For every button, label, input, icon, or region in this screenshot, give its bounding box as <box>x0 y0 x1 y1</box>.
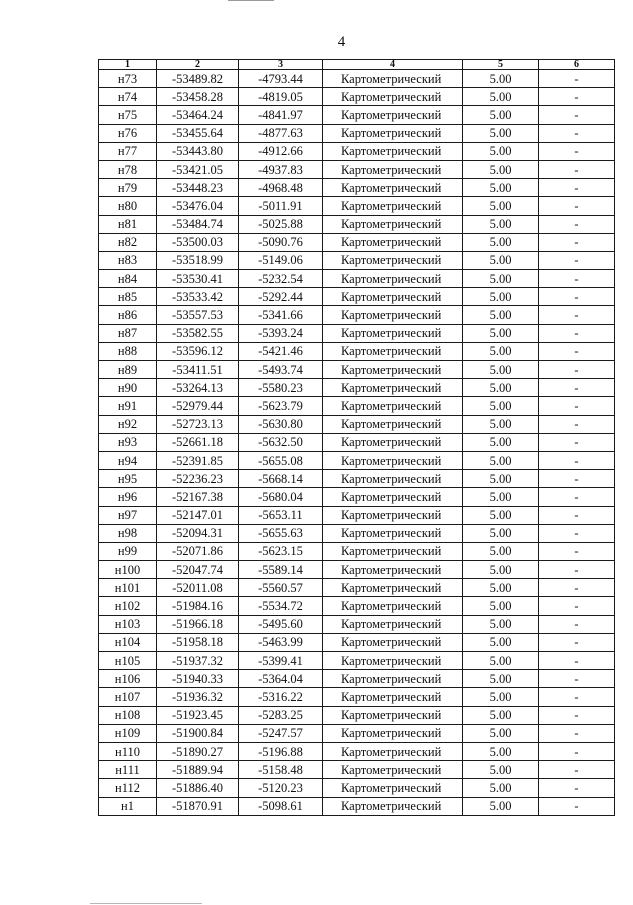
note-cell: - <box>539 70 615 88</box>
accuracy-cell: 5.00 <box>463 797 539 815</box>
accuracy-cell: 5.00 <box>463 524 539 542</box>
point-id-cell: н97 <box>99 506 157 524</box>
accuracy-cell: 5.00 <box>463 179 539 197</box>
point-id-cell: н109 <box>99 724 157 742</box>
accuracy-cell: 5.00 <box>463 470 539 488</box>
note-cell: - <box>539 470 615 488</box>
accuracy-cell: 5.00 <box>463 106 539 124</box>
note-cell: - <box>539 597 615 615</box>
x-coordinate-cell: -53476.04 <box>157 197 239 215</box>
accuracy-cell: 5.00 <box>463 70 539 88</box>
y-coordinate-cell: -5655.63 <box>239 524 323 542</box>
note-cell: - <box>539 160 615 178</box>
accuracy-cell: 5.00 <box>463 251 539 269</box>
point-id-cell: н102 <box>99 597 157 615</box>
table-row <box>99 470 615 488</box>
table-row <box>99 433 615 451</box>
page-number: 4 <box>337 34 346 50</box>
x-coordinate-cell: -52167.38 <box>157 488 239 506</box>
accuracy-cell: 5.00 <box>463 506 539 524</box>
method-cell: Картометрический <box>323 251 463 269</box>
point-id-cell: н76 <box>99 124 157 142</box>
table-row <box>99 524 615 542</box>
table-row <box>99 542 615 560</box>
y-coordinate-cell: -5149.06 <box>239 251 323 269</box>
point-id-cell: н89 <box>99 361 157 379</box>
x-coordinate-cell: -52723.13 <box>157 415 239 433</box>
table-row <box>99 306 615 324</box>
y-coordinate-cell: -5623.79 <box>239 397 323 415</box>
x-coordinate-cell: -53533.42 <box>157 288 239 306</box>
point-id-cell: н98 <box>99 524 157 542</box>
x-coordinate-cell: -53411.51 <box>157 361 239 379</box>
method-cell: Картометрический <box>323 706 463 724</box>
point-id-cell: н108 <box>99 706 157 724</box>
accuracy-cell: 5.00 <box>463 742 539 760</box>
y-coordinate-cell: -5668.14 <box>239 470 323 488</box>
table-row <box>99 106 615 124</box>
accuracy-cell: 5.00 <box>463 415 539 433</box>
x-coordinate-cell: -53530.41 <box>157 270 239 288</box>
table-row <box>99 688 615 706</box>
point-id-cell: н100 <box>99 561 157 579</box>
table-header-row <box>99 60 615 70</box>
y-coordinate-cell: -5560.57 <box>239 579 323 597</box>
column-header-x: 2 <box>157 60 239 70</box>
accuracy-cell: 5.00 <box>463 688 539 706</box>
method-cell: Картометрический <box>323 70 463 88</box>
accuracy-cell: 5.00 <box>463 706 539 724</box>
note-cell: - <box>539 633 615 651</box>
table-row <box>99 761 615 779</box>
point-id-cell: н105 <box>99 652 157 670</box>
method-cell: Картометрический <box>323 779 463 797</box>
point-id-cell: н86 <box>99 306 157 324</box>
note-cell: - <box>539 779 615 797</box>
x-coordinate-cell: -52979.44 <box>157 397 239 415</box>
x-coordinate-cell: -52391.85 <box>157 451 239 469</box>
point-id-cell: н111 <box>99 761 157 779</box>
point-id-cell: н85 <box>99 288 157 306</box>
method-cell: Картометрический <box>323 451 463 469</box>
method-cell: Картометрический <box>323 688 463 706</box>
column-header-point: 1 <box>99 60 157 70</box>
point-id-cell: н94 <box>99 451 157 469</box>
point-id-cell: н81 <box>99 215 157 233</box>
point-id-cell: н104 <box>99 633 157 651</box>
point-id-cell: н79 <box>99 179 157 197</box>
table-row <box>99 797 615 815</box>
table-row <box>99 142 615 160</box>
method-cell: Картометрический <box>323 597 463 615</box>
table-row <box>99 633 615 651</box>
x-coordinate-cell: -51889.94 <box>157 761 239 779</box>
note-cell: - <box>539 361 615 379</box>
note-cell: - <box>539 342 615 360</box>
y-coordinate-cell: -5623.15 <box>239 542 323 560</box>
y-coordinate-cell: -5463.99 <box>239 633 323 651</box>
note-cell: - <box>539 215 615 233</box>
table-row <box>99 361 615 379</box>
x-coordinate-cell: -51890.27 <box>157 742 239 760</box>
y-coordinate-cell: -5283.25 <box>239 706 323 724</box>
method-cell: Картометрический <box>323 160 463 178</box>
column-header-y: 3 <box>239 60 323 70</box>
y-coordinate-cell: -4793.44 <box>239 70 323 88</box>
note-cell: - <box>539 724 615 742</box>
x-coordinate-cell: -52011.08 <box>157 579 239 597</box>
x-coordinate-cell: -53518.99 <box>157 251 239 269</box>
accuracy-cell: 5.00 <box>463 397 539 415</box>
table-row <box>99 724 615 742</box>
table-row <box>99 197 615 215</box>
accuracy-cell: 5.00 <box>463 597 539 615</box>
y-coordinate-cell: -5493.74 <box>239 361 323 379</box>
x-coordinate-cell: -51966.18 <box>157 615 239 633</box>
method-cell: Картометрический <box>323 742 463 760</box>
accuracy-cell: 5.00 <box>463 488 539 506</box>
table-row <box>99 251 615 269</box>
accuracy-cell: 5.00 <box>463 270 539 288</box>
note-cell: - <box>539 433 615 451</box>
x-coordinate-cell: -51886.40 <box>157 779 239 797</box>
method-cell: Картометрический <box>323 761 463 779</box>
x-coordinate-cell: -53596.12 <box>157 342 239 360</box>
method-cell: Картометрический <box>323 488 463 506</box>
note-cell: - <box>539 579 615 597</box>
method-cell: Картометрический <box>323 652 463 670</box>
y-coordinate-cell: -5232.54 <box>239 270 323 288</box>
x-coordinate-cell: -51936.32 <box>157 688 239 706</box>
note-cell: - <box>539 251 615 269</box>
table-row <box>99 706 615 724</box>
point-id-cell: н101 <box>99 579 157 597</box>
note-cell: - <box>539 379 615 397</box>
x-coordinate-cell: -53500.03 <box>157 233 239 251</box>
note-cell: - <box>539 179 615 197</box>
x-coordinate-cell: -51984.16 <box>157 597 239 615</box>
y-coordinate-cell: -5393.24 <box>239 324 323 342</box>
table-row <box>99 160 615 178</box>
note-cell: - <box>539 142 615 160</box>
note-cell: - <box>539 561 615 579</box>
point-id-cell: н92 <box>99 415 157 433</box>
x-coordinate-cell: -51940.33 <box>157 670 239 688</box>
method-cell: Картометрический <box>323 433 463 451</box>
method-cell: Картометрический <box>323 179 463 197</box>
table-row <box>99 397 615 415</box>
y-coordinate-cell: -5098.61 <box>239 797 323 815</box>
note-cell: - <box>539 615 615 633</box>
table-body <box>99 70 615 816</box>
accuracy-cell: 5.00 <box>463 342 539 360</box>
y-coordinate-cell: -5655.08 <box>239 451 323 469</box>
note-cell: - <box>539 306 615 324</box>
y-coordinate-cell: -5653.11 <box>239 506 323 524</box>
method-cell: Картометрический <box>323 124 463 142</box>
table-row <box>99 70 615 88</box>
y-coordinate-cell: -5632.50 <box>239 433 323 451</box>
x-coordinate-cell: -53448.23 <box>157 179 239 197</box>
y-coordinate-cell: -4937.83 <box>239 160 323 178</box>
accuracy-cell: 5.00 <box>463 433 539 451</box>
x-coordinate-cell: -52661.18 <box>157 433 239 451</box>
note-cell: - <box>539 506 615 524</box>
method-cell: Картометрический <box>323 342 463 360</box>
note-cell: - <box>539 688 615 706</box>
y-coordinate-cell: -5316.22 <box>239 688 323 706</box>
x-coordinate-cell: -53443.80 <box>157 142 239 160</box>
note-cell: - <box>539 670 615 688</box>
bottom-rule <box>90 903 202 904</box>
y-coordinate-cell: -4877.63 <box>239 124 323 142</box>
x-coordinate-cell: -51900.84 <box>157 724 239 742</box>
accuracy-cell: 5.00 <box>463 670 539 688</box>
y-coordinate-cell: -5011.91 <box>239 197 323 215</box>
note-cell: - <box>539 761 615 779</box>
point-id-cell: н88 <box>99 342 157 360</box>
point-id-cell: н96 <box>99 488 157 506</box>
method-cell: Картометрический <box>323 215 463 233</box>
accuracy-cell: 5.00 <box>463 142 539 160</box>
note-cell: - <box>539 324 615 342</box>
table-row <box>99 779 615 797</box>
note-cell: - <box>539 652 615 670</box>
x-coordinate-cell: -52094.31 <box>157 524 239 542</box>
point-id-cell: н91 <box>99 397 157 415</box>
accuracy-cell: 5.00 <box>463 361 539 379</box>
method-cell: Картометрический <box>323 561 463 579</box>
method-cell: Картометрический <box>323 197 463 215</box>
point-id-cell: н99 <box>99 542 157 560</box>
point-id-cell: н78 <box>99 160 157 178</box>
method-cell: Картометрический <box>323 579 463 597</box>
y-coordinate-cell: -5292.44 <box>239 288 323 306</box>
y-coordinate-cell: -4819.05 <box>239 88 323 106</box>
x-coordinate-cell: -52236.23 <box>157 470 239 488</box>
note-cell: - <box>539 124 615 142</box>
method-cell: Картометрический <box>323 524 463 542</box>
column-header-method: 4 <box>323 60 463 70</box>
table-row <box>99 615 615 633</box>
accuracy-cell: 5.00 <box>463 88 539 106</box>
y-coordinate-cell: -5421.46 <box>239 342 323 360</box>
accuracy-cell: 5.00 <box>463 288 539 306</box>
table-row <box>99 488 615 506</box>
table-row <box>99 597 615 615</box>
table-row <box>99 451 615 469</box>
note-cell: - <box>539 797 615 815</box>
table-row <box>99 124 615 142</box>
y-coordinate-cell: -5680.04 <box>239 488 323 506</box>
method-cell: Картометрический <box>323 270 463 288</box>
note-cell: - <box>539 233 615 251</box>
accuracy-cell: 5.00 <box>463 724 539 742</box>
y-coordinate-cell: -5534.72 <box>239 597 323 615</box>
accuracy-cell: 5.00 <box>463 160 539 178</box>
x-coordinate-cell: -53582.55 <box>157 324 239 342</box>
y-coordinate-cell: -4912.66 <box>239 142 323 160</box>
x-coordinate-cell: -53464.24 <box>157 106 239 124</box>
table-row <box>99 652 615 670</box>
x-coordinate-cell: -51937.32 <box>157 652 239 670</box>
method-cell: Картометрический <box>323 542 463 560</box>
y-coordinate-cell: -4841.97 <box>239 106 323 124</box>
note-cell: - <box>539 88 615 106</box>
table-row <box>99 506 615 524</box>
table-row <box>99 215 615 233</box>
method-cell: Картометрический <box>323 797 463 815</box>
x-coordinate-cell: -53489.82 <box>157 70 239 88</box>
x-coordinate-cell: -53264.13 <box>157 379 239 397</box>
note-cell: - <box>539 742 615 760</box>
method-cell: Картометрический <box>323 106 463 124</box>
point-id-cell: н106 <box>99 670 157 688</box>
table-row <box>99 270 615 288</box>
x-coordinate-cell: -53557.53 <box>157 306 239 324</box>
accuracy-cell: 5.00 <box>463 542 539 560</box>
table-row <box>99 379 615 397</box>
note-cell: - <box>539 197 615 215</box>
method-cell: Картометрический <box>323 615 463 633</box>
accuracy-cell: 5.00 <box>463 761 539 779</box>
x-coordinate-cell: -52071.86 <box>157 542 239 560</box>
method-cell: Картометрический <box>323 233 463 251</box>
point-id-cell: н77 <box>99 142 157 160</box>
column-header-note: 6 <box>539 60 615 70</box>
method-cell: Картометрический <box>323 670 463 688</box>
accuracy-cell: 5.00 <box>463 615 539 633</box>
point-id-cell: н1 <box>99 797 157 815</box>
y-coordinate-cell: -5158.48 <box>239 761 323 779</box>
point-id-cell: н83 <box>99 251 157 269</box>
point-id-cell: н90 <box>99 379 157 397</box>
x-coordinate-cell: -53455.64 <box>157 124 239 142</box>
point-id-cell: н75 <box>99 106 157 124</box>
point-id-cell: н84 <box>99 270 157 288</box>
x-coordinate-cell: -52047.74 <box>157 561 239 579</box>
point-id-cell: н93 <box>99 433 157 451</box>
y-coordinate-cell: -4968.48 <box>239 179 323 197</box>
table-row <box>99 670 615 688</box>
accuracy-cell: 5.00 <box>463 197 539 215</box>
coordinates-table <box>98 59 615 816</box>
point-id-cell: н107 <box>99 688 157 706</box>
column-header-accuracy: 5 <box>463 60 539 70</box>
accuracy-cell: 5.00 <box>463 215 539 233</box>
point-id-cell: н80 <box>99 197 157 215</box>
table-row <box>99 324 615 342</box>
x-coordinate-cell: -53421.05 <box>157 160 239 178</box>
point-id-cell: н110 <box>99 742 157 760</box>
point-id-cell: н112 <box>99 779 157 797</box>
accuracy-cell: 5.00 <box>463 451 539 469</box>
method-cell: Картометрический <box>323 142 463 160</box>
note-cell: - <box>539 488 615 506</box>
method-cell: Картометрический <box>323 633 463 651</box>
method-cell: Картометрический <box>323 470 463 488</box>
y-coordinate-cell: -5580.23 <box>239 379 323 397</box>
x-coordinate-cell: -53458.28 <box>157 88 239 106</box>
point-id-cell: н82 <box>99 233 157 251</box>
note-cell: - <box>539 524 615 542</box>
method-cell: Картометрический <box>323 724 463 742</box>
point-id-cell: н73 <box>99 70 157 88</box>
y-coordinate-cell: -5247.57 <box>239 724 323 742</box>
table-row <box>99 561 615 579</box>
accuracy-cell: 5.00 <box>463 124 539 142</box>
accuracy-cell: 5.00 <box>463 579 539 597</box>
note-cell: - <box>539 451 615 469</box>
table-row <box>99 342 615 360</box>
table-row <box>99 742 615 760</box>
x-coordinate-cell: -53484.74 <box>157 215 239 233</box>
point-id-cell: н74 <box>99 88 157 106</box>
method-cell: Картометрический <box>323 288 463 306</box>
note-cell: - <box>539 542 615 560</box>
method-cell: Картометрический <box>323 397 463 415</box>
accuracy-cell: 5.00 <box>463 324 539 342</box>
y-coordinate-cell: -5341.66 <box>239 306 323 324</box>
method-cell: Картометрический <box>323 306 463 324</box>
y-coordinate-cell: -5025.88 <box>239 215 323 233</box>
table-row <box>99 579 615 597</box>
accuracy-cell: 5.00 <box>463 779 539 797</box>
accuracy-cell: 5.00 <box>463 306 539 324</box>
note-cell: - <box>539 106 615 124</box>
x-coordinate-cell: -51870.91 <box>157 797 239 815</box>
accuracy-cell: 5.00 <box>463 652 539 670</box>
top-rule <box>228 0 274 1</box>
y-coordinate-cell: -5196.88 <box>239 742 323 760</box>
note-cell: - <box>539 397 615 415</box>
point-id-cell: н103 <box>99 615 157 633</box>
table-row <box>99 288 615 306</box>
x-coordinate-cell: -51958.18 <box>157 633 239 651</box>
y-coordinate-cell: -5399.41 <box>239 652 323 670</box>
table-row <box>99 88 615 106</box>
method-cell: Картометрический <box>323 88 463 106</box>
point-id-cell: н87 <box>99 324 157 342</box>
method-cell: Картометрический <box>323 361 463 379</box>
table-row <box>99 233 615 251</box>
accuracy-cell: 5.00 <box>463 561 539 579</box>
y-coordinate-cell: -5589.14 <box>239 561 323 579</box>
accuracy-cell: 5.00 <box>463 379 539 397</box>
table-row <box>99 179 615 197</box>
point-id-cell: н95 <box>99 470 157 488</box>
note-cell: - <box>539 270 615 288</box>
y-coordinate-cell: -5090.76 <box>239 233 323 251</box>
x-coordinate-cell: -51923.45 <box>157 706 239 724</box>
method-cell: Картометрический <box>323 415 463 433</box>
accuracy-cell: 5.00 <box>463 233 539 251</box>
note-cell: - <box>539 415 615 433</box>
method-cell: Картометрический <box>323 379 463 397</box>
method-cell: Картометрический <box>323 506 463 524</box>
y-coordinate-cell: -5630.80 <box>239 415 323 433</box>
y-coordinate-cell: -5120.23 <box>239 779 323 797</box>
y-coordinate-cell: -5495.60 <box>239 615 323 633</box>
table-row <box>99 415 615 433</box>
note-cell: - <box>539 706 615 724</box>
method-cell: Картометрический <box>323 324 463 342</box>
x-coordinate-cell: -52147.01 <box>157 506 239 524</box>
note-cell: - <box>539 288 615 306</box>
y-coordinate-cell: -5364.04 <box>239 670 323 688</box>
accuracy-cell: 5.00 <box>463 633 539 651</box>
